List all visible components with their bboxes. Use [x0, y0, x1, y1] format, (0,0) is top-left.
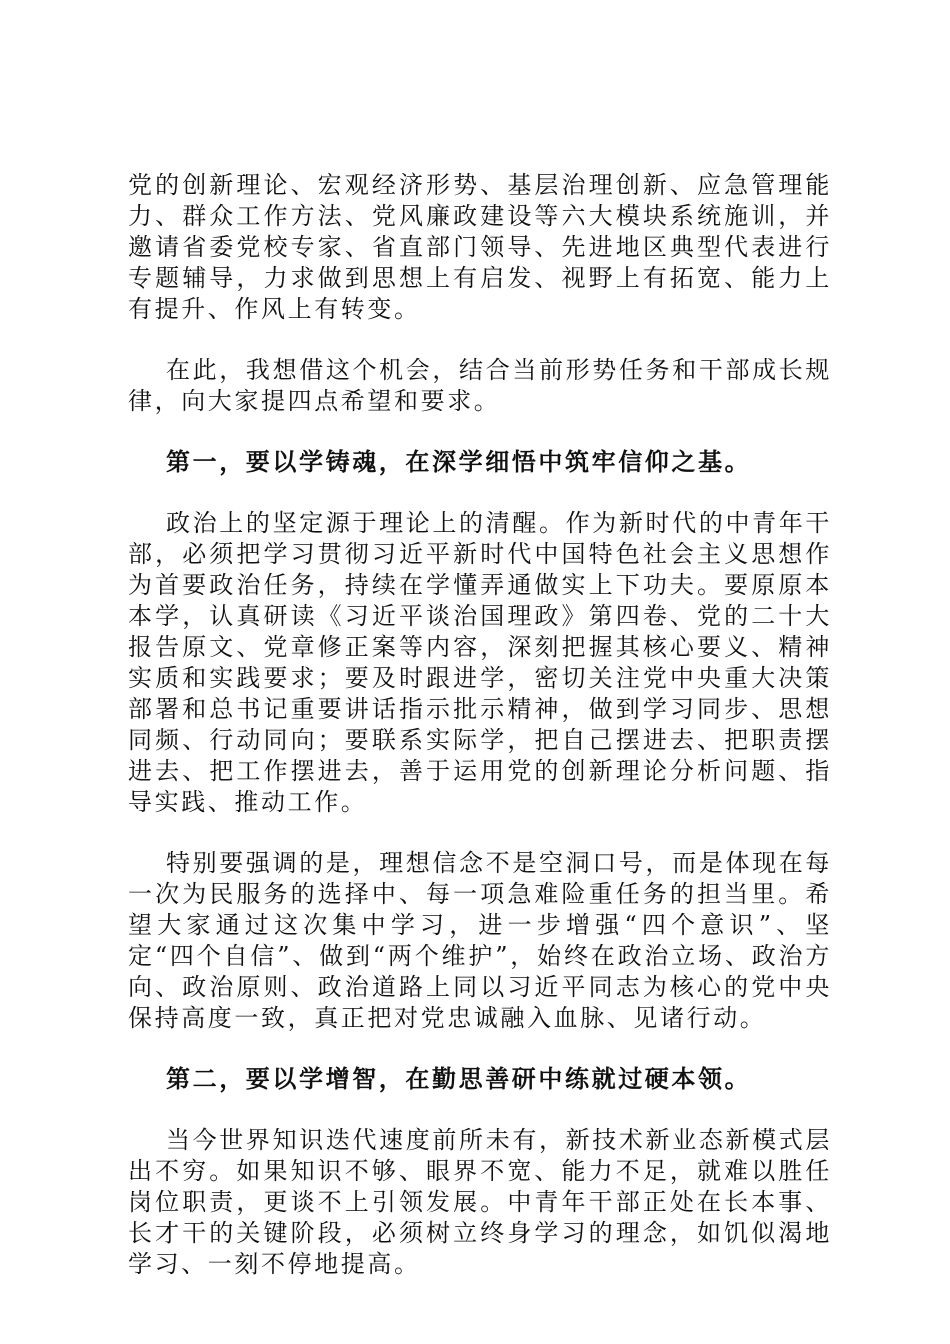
paragraph-training-modules: 党的创新理论、宏观经济形势、基层治理创新、应急管理能力、群众工作方法、党风廉政建设等六大模块系统施训，并邀请省委党校专家、省直部门领导、先进地区典型代表进行专题辅导，力求做到思想上有启发、视野上有拓宽、能力上有提升、作风上有转变。 [128, 171, 832, 323]
heading-second-point: 第二，要以学增智，在勤思善研中练就过硬本领。 [166, 1065, 752, 1093]
heading-first-point: 第一，要以学铸魂，在深学细悟中筑牢信仰之基。 [166, 448, 752, 476]
paragraph-ideals-beliefs: 特别要强调的是，理想信念不是空洞口号，而是体现在每一次为民服务的选择中、每一项急难险重任务的担当里。希望大家通过这次集中学习，进一步增强“四个意识”、坚定“四个自信”、做到“两个维护”，始终在政治立场、政治方向、政治原则、政治道路上同以习近平同志为核心的党中央保持高度一致，真正把对党忠诚融入血脉、见诸行动。 [128, 849, 832, 1032]
document-page [128, 170, 832, 1310]
paragraph-intro-requirements: 在此，我想借这个机会，结合当前形势任务和干部成长规律，向大家提四点希望和要求。 [128, 356, 832, 415]
paragraph-political-theory: 政治上的坚定源于理论上的清醒。作为新时代的中青年干部，必须把学习贯彻习近平新时代中国特色社会主义思想作为首要政治任务，持续在学懂弄通做实上下功夫。要原原本本学，认真研读《习近平谈治国理政》第四卷、党的二十大报告原文、党章修正案等内容，深刻把握其核心要义、精神实质和实践要求；要及时跟进学，密切关注党中央重大决策部署和总书记重要讲话指示批示精神，做到学习同步、思想同频、行动同向；要联系实际学，把自己摆进去、把职责摆进去、把工作摆进去，善于运用党的创新理论分析问题、指导实践、推动工作。 [128, 509, 832, 816]
paragraph-knowledge-learning: 当今世界知识迭代速度前所未有，新技术新业态新模式层出不穷。如果知识不够、眼界不宽、能力不足，就难以胜任岗位职责，更谈不上引领发展。中青年干部正处在长本事、长才干的关键阶段，必须树立终身学习的理念，如饥似渴地学习、一刻不停地提高。 [128, 1126, 832, 1278]
